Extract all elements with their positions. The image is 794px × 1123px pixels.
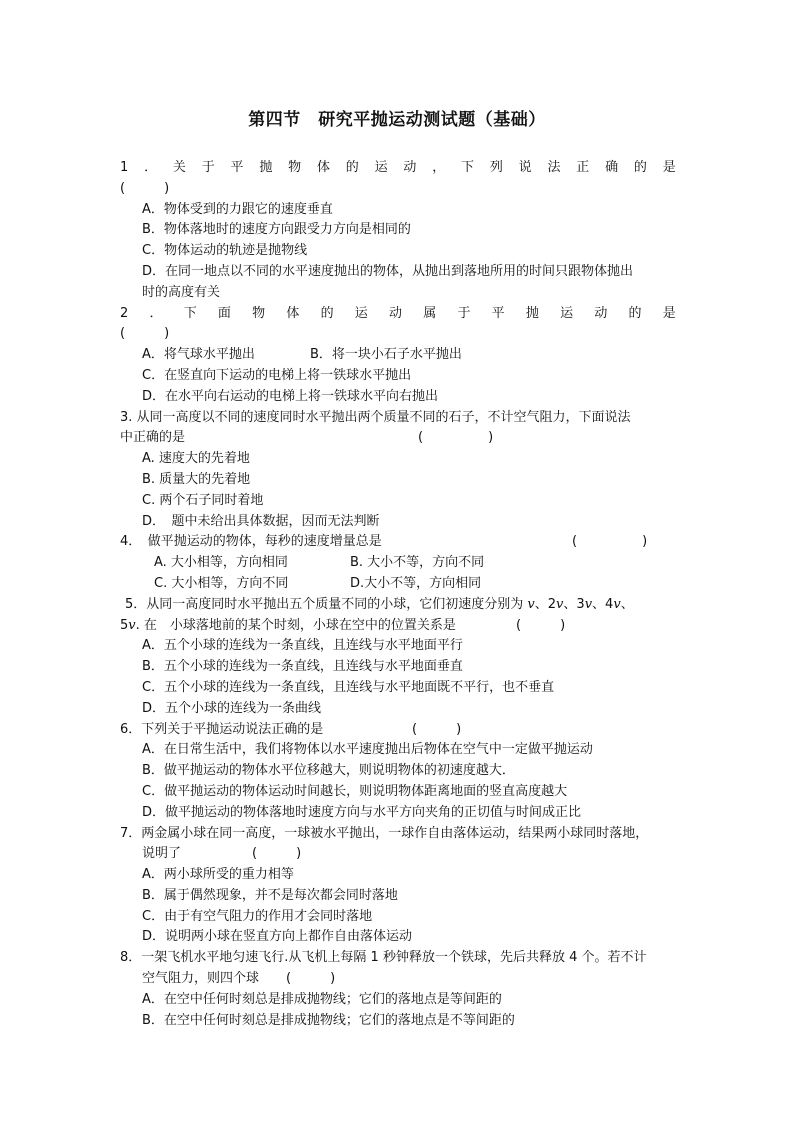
question-2-stem-char: 下 — [183, 305, 197, 321]
question-1 — [120, 158, 676, 304]
question-4-option-d: D.大小不等，方向相同 — [350, 575, 482, 591]
question-2-stem-char: 运 — [560, 305, 574, 321]
question-6-option-b: B．做平抛运动的物体水平位移越大，则说明物体的初速度越大． — [142, 763, 515, 779]
question-1-stem-char: 确 — [605, 160, 619, 175]
question-7-paren: ( ) — [252, 846, 302, 862]
question-2-stem-char: 于 — [457, 305, 471, 321]
question-3 — [120, 408, 676, 533]
question-1-stem-char: 关 — [172, 160, 186, 175]
question-1-stem-char: 正 — [576, 160, 590, 175]
question-3-stem-text: 中正确的是 — [120, 430, 186, 446]
question-4-option-b: B. 大小不等，方向不同 — [350, 555, 485, 571]
question-3-option-b: B. 质量大的先着地 — [142, 471, 251, 487]
question-1-stem-char: 物 — [288, 160, 302, 175]
velocity-symbol: v — [584, 596, 593, 612]
question-1-option-b: B．物体落地时的速度方向跟受力方向是相同的 — [142, 222, 411, 238]
question-2-option-b: B．将一块小石子水平抛出 — [310, 347, 462, 363]
question-5-option-c: C．五个小球的连线为一条直线，且连线与水平地面既不平行，也不垂直 — [142, 679, 555, 695]
question-5-sep: 、4 — [592, 596, 614, 612]
question-1-stem-char: ． — [144, 160, 158, 175]
question-3-option-c: C. 两个石子同时着地 — [142, 492, 264, 508]
question-1-stem-char: 的 — [633, 160, 647, 175]
question-1-stem-char: 平 — [230, 160, 244, 175]
question-list — [120, 158, 676, 1031]
question-8-option-b: B．在空中任何时刻总是排成抛物线；它们的落地点是不等间距的 — [142, 1012, 515, 1028]
question-2-option-c: C．在竖直向下运动的电梯上将一铁球水平抛出 — [142, 367, 412, 383]
question-2-stem-char: 物 — [252, 305, 266, 321]
question-5-option-b: B．五个小球的连线为一条直线，且连线与水平地面垂直 — [142, 659, 463, 675]
question-1-stem-char: 动 — [403, 160, 417, 175]
question-7-stem-cont — [120, 844, 676, 865]
question-7-stem-text: 说明了 — [142, 846, 182, 862]
question-8-stem: 8．一架飞机水平地匀速飞行.从飞机上每隔 1 秒钟释放一个铁球，先后共释放 4 个。若不计 — [120, 950, 647, 966]
question-1-option-c: C．物体运动的轨迹是抛物线 — [142, 243, 308, 259]
question-2-options-ab — [120, 345, 676, 366]
question-2-stem-char: 动 — [389, 305, 403, 321]
question-6-option-c: C．做平抛运动的物体运动时间越长，则说明物体距离地面的竖直高度越大 — [142, 783, 568, 799]
question-6-stem-row — [120, 720, 676, 741]
question-8-paren: ( ) — [286, 971, 336, 987]
question-4-options-ab — [120, 553, 676, 574]
question-3-paren: ( ) — [418, 430, 494, 446]
question-4-options-cd — [120, 574, 676, 595]
question-4-option-a: A. 大小相等，方向相同 — [154, 555, 288, 571]
question-5-stem-text-2: . 在 小球落地前的某个时刻，小球在空中的位置关系是 — [135, 617, 456, 633]
question-1-paren: ( ) — [120, 180, 170, 196]
question-2 — [120, 304, 676, 408]
question-1-stem-char: 法 — [547, 160, 561, 175]
question-1-stem-char: 说 — [518, 160, 532, 175]
question-2-stem-char: 的 — [320, 305, 334, 321]
question-1-stem-char: 列 — [489, 160, 503, 175]
document-title: 第四节 研究平抛运动测试题（基础） — [248, 110, 546, 130]
velocity-symbol: v — [128, 617, 136, 633]
question-4-paren: ( ) — [572, 534, 648, 550]
question-3-stem-cont — [120, 428, 676, 449]
question-1-stem-char: 运 — [374, 160, 388, 175]
question-2-stem-char: 面 — [217, 305, 231, 321]
question-6-stem: 6．下列关于平抛运动说法正确的是 — [120, 721, 324, 737]
question-5-sep: 、3 — [563, 596, 585, 612]
question-5-stem — [120, 595, 676, 616]
question-2-stem-char: 平 — [491, 305, 505, 321]
question-7-option-d: D．说明两小球在竖直方向上都作自由落体运动 — [142, 929, 413, 945]
question-1-stem-char: 于 — [201, 160, 215, 175]
question-4 — [120, 532, 676, 594]
question-3-option-a: A. 速度大的先着地 — [142, 451, 250, 467]
question-1-stem-char: 体 — [316, 160, 330, 175]
question-5-sep: 、 — [620, 596, 634, 612]
question-2-paren: ( ) — [120, 326, 170, 342]
question-8-stem-cont — [120, 969, 676, 990]
question-7-option-a: A．两小球所受的重力相等 — [142, 867, 294, 883]
question-6-option-d: D．做平抛运动的物体落地时速度方向与水平方向夹角的正切值与时间成正比 — [142, 804, 582, 820]
question-5-option-a: A．五个小球的连线为一条直线，且连线与水平地面平行 — [142, 638, 463, 654]
question-6-option-a: A．在日常生活中，我们将物体以水平速度抛出后物体在空气中一定做平抛运动 — [142, 742, 593, 758]
question-1-stem-char: 抛 — [259, 160, 273, 175]
question-8 — [120, 948, 676, 1031]
question-5-stem-text: 5．从同一高度同时水平抛出五个质量不同的小球，它们初速度分别为 — [125, 596, 528, 612]
question-5-sep: 、2 — [534, 596, 557, 612]
question-2-stem-char: ． — [149, 305, 163, 321]
question-2-stem-char: 的 — [628, 305, 642, 321]
question-1-option-d: D．在同一地点以不同的水平速度抛出的物体，从抛出到落地所用的时间只跟物体抛出 — [142, 263, 634, 279]
question-7-stem: 7．两金属小球在同一高度，一球被水平抛出，一球作自由落体运动，结果两小球同时落地， — [120, 825, 649, 841]
question-8-stem-text: 空气阻力，则四个球 — [142, 971, 260, 987]
question-6-paren: ( ) — [412, 721, 462, 737]
question-7 — [120, 824, 676, 949]
question-2-stem-char: 运 — [354, 305, 368, 321]
velocity-symbol: v — [556, 596, 564, 612]
question-1-stem-char: 1 — [120, 160, 129, 175]
question-1-stem-char: ， — [432, 160, 446, 175]
question-1-option-d-cont: 时的高度有关 — [142, 284, 221, 300]
question-7-option-b: B．属于偶然现象，并不是每次都会同时落地 — [142, 887, 398, 903]
question-2-stem-char: 属 — [423, 305, 437, 321]
question-5-option-d: D．五个小球的连线为一条曲线 — [142, 700, 322, 716]
question-6 — [120, 720, 676, 824]
question-2-stem-char: 2 — [120, 305, 129, 321]
question-1-option-a: A．物体受到的力跟它的速度垂直 — [142, 201, 333, 217]
question-1-stem-char: 是 — [662, 160, 676, 175]
question-3-stem: 3. 从同一高度以不同的速度同时水平抛出两个质量不同的石子，不计空气阻力，下面说法 — [120, 409, 631, 425]
question-1-stem-char: 下 — [461, 160, 475, 175]
question-5-paren: ( ) — [516, 617, 566, 633]
velocity-symbol: v — [613, 596, 621, 612]
question-8-option-a: A．在空中任何时刻总是排成抛物线；它们的落地点是等间距的 — [142, 991, 502, 1007]
question-4-stem: 4． 做平抛运动的物体，每秒的速度增量总是 — [120, 534, 382, 550]
question-3-option-d: D． 题中未给出具体数据，因而无法判断 — [142, 513, 380, 529]
question-1-stem-char: 的 — [345, 160, 359, 175]
question-1-stem — [120, 158, 676, 179]
question-5-stem-cont — [120, 616, 676, 637]
question-2-stem-char: 是 — [662, 305, 676, 321]
question-4-option-c: C. 大小相等，方向不同 — [154, 575, 289, 591]
question-2-option-a: A．将气球水平抛出 — [142, 347, 255, 363]
question-5 — [120, 595, 676, 720]
question-2-stem-char: 动 — [594, 305, 608, 321]
question-2-stem-char: 体 — [286, 305, 300, 321]
question-2-option-d: D．在水平向右运动的电梯上将一铁球水平向右抛出 — [142, 388, 439, 404]
question-2-stem — [120, 304, 676, 325]
question-7-option-c: C．由于有空气阻力的作用才会同时落地 — [142, 908, 373, 924]
velocity-symbol: v — [527, 596, 535, 612]
question-4-stem-row — [120, 532, 676, 553]
question-5-stem-num: 5 — [120, 617, 129, 633]
question-2-stem-char: 抛 — [525, 305, 539, 321]
